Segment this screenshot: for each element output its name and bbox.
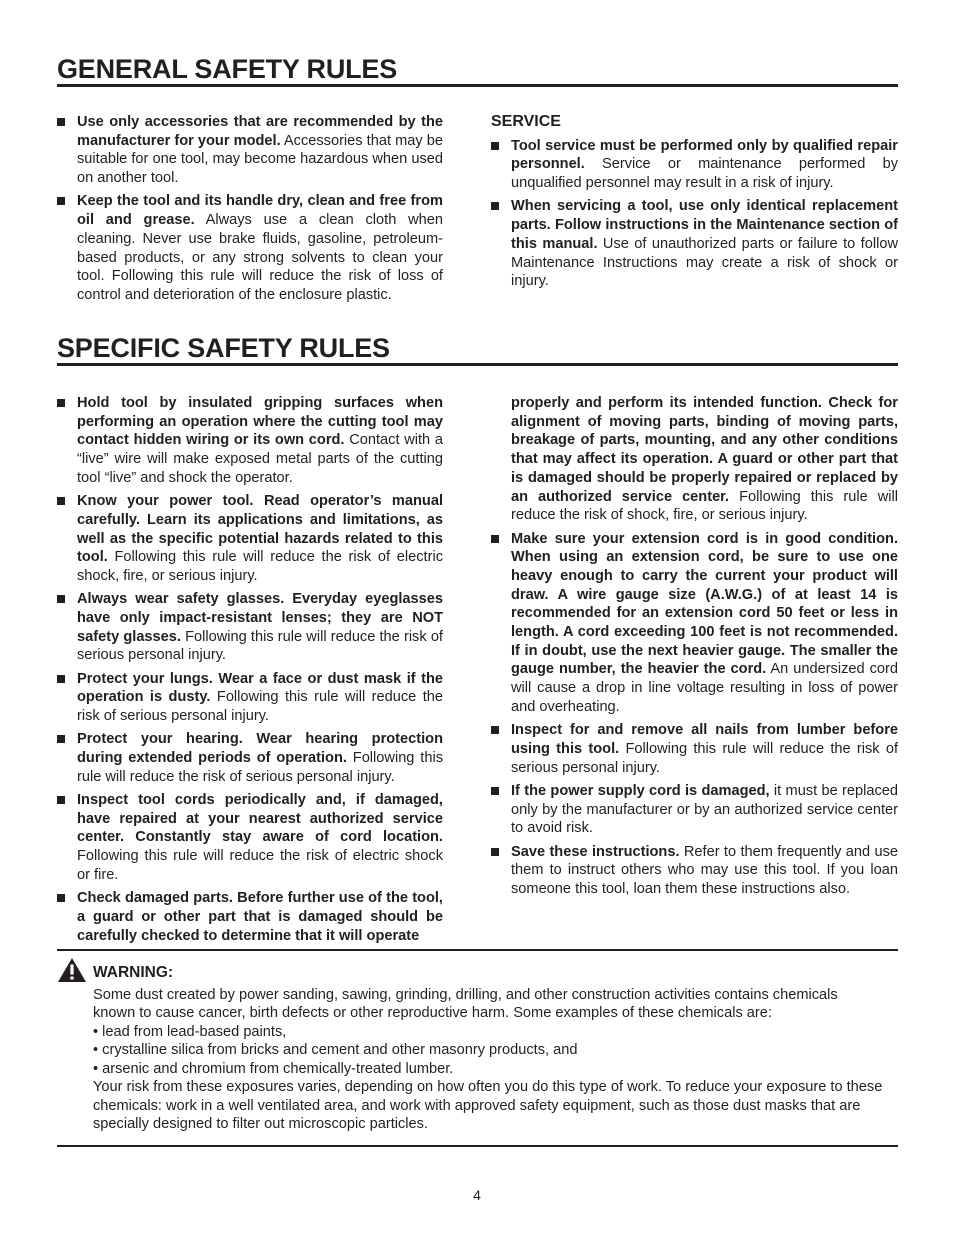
bullet-square-icon	[491, 726, 499, 734]
item-text: Following this rule will reduce the risk of shock, fire, or serious injury.	[511, 488, 898, 524]
warning-bullet: • lead from lead-based paints,	[93, 1023, 287, 1040]
bullet-square-icon	[57, 675, 65, 683]
warning-closing: Your risk from these exposures varies, depending on how often you do this type of work. To reduce your exposure to these chemicals: work in a well ventilated area, and work with approved safety equipment, such as those dust masks that are specially designed to filter out microscopic particles.	[93, 1079, 883, 1132]
general-right-column	[491, 113, 898, 296]
item-bold-text: Save these instructions.	[511, 843, 680, 860]
specific-left-column	[57, 394, 443, 950]
warning-top-rule	[57, 949, 898, 951]
item-text: Refer to them frequently and use them to instruct others who may use this tool. If you loan someone this tool, loan them these instructions also.	[511, 843, 898, 897]
item-bold-text: If the power supply cord is damaged,	[511, 782, 770, 799]
warning-block	[93, 964, 883, 1134]
item-bold-text: Check damaged parts. Before further use of the tool, a guard or other part that is damaged should be carefully checked to determine that it will operate	[77, 890, 443, 944]
list-item	[57, 670, 443, 726]
list-item	[491, 137, 898, 193]
item-bold-text: Protect your hearing. Wear hearing protection during extended periods of operation.	[77, 731, 443, 767]
list-item	[491, 530, 898, 717]
item-bold-text: Inspect for and remove all nails from lumber before using this tool.	[511, 722, 898, 757]
bullet-square-icon	[491, 848, 499, 856]
bullet-square-icon	[57, 894, 65, 902]
section-title-specific: SPECIFIC SAFETY RULES	[57, 333, 390, 363]
warning-triangle-icon	[57, 957, 87, 983]
item-text: Following this rule will reduce the risk of serious personal injury.	[77, 689, 443, 725]
item-text: Following this rule will reduce the risk of serious personal injury.	[77, 628, 443, 664]
section-title-general: GENERAL SAFETY RULES	[57, 54, 398, 84]
bullet-square-icon	[57, 735, 65, 743]
list-item	[491, 197, 898, 291]
section-divider	[57, 363, 898, 366]
item-text: Contact with a “live” wire will make exposed metal parts of the cutting tool “live” and shock the operator.	[77, 432, 443, 486]
list-item	[57, 730, 443, 786]
section-divider	[57, 84, 898, 87]
item-bold-text: Use only accessories that are recommended by the manufacturer for your model.	[77, 114, 443, 149]
bullet-square-icon	[491, 535, 499, 543]
item-text: Use of unauthorized parts or failure to follow Maintenance Instructions may create a risk of shock or injury.	[511, 235, 898, 290]
list-item	[57, 889, 443, 945]
item-bold-text: Inspect tool cords periodically and, if damaged, have repaired at your nearest authorized service center. Constantly stay aware of cord location.	[77, 792, 443, 846]
bullet-square-icon	[57, 118, 65, 126]
list-item	[57, 394, 443, 488]
warning-intro: Some dust created by power sanding, sawing, grinding, drilling, and other construction activities contains chemicals known to cause cancer, birth defects or other reproductive harm. Some examples of these chemicals are:	[93, 986, 838, 1021]
item-bold-text: Hold tool by insulated gripping surfaces when performing an operation where the cutting tool may contact hidden wiring or its own cord.	[77, 395, 443, 449]
item-bold-text: Tool service must be performed only by qualified repair personnel.	[511, 137, 898, 173]
list-item	[57, 492, 443, 586]
bullet-square-icon	[491, 202, 499, 210]
bullet-square-icon	[57, 796, 65, 804]
bullet-square-icon	[57, 497, 65, 505]
list-item	[57, 113, 443, 188]
warning-bullet: • crystalline silica from bricks and cement and other masonry products, and	[93, 1042, 578, 1058]
warning-heading: WARNING:	[93, 964, 174, 981]
bullet-square-icon	[491, 787, 499, 795]
item-text: Following this rule will reduce the risk of electric shock or fire.	[77, 848, 443, 883]
list-item	[57, 791, 443, 885]
item-text: Accessories that may be suitable for one tool, may become hazardous when used on another tool.	[77, 132, 443, 187]
item-text: Following this rule will reduce the risk of serious personal injury.	[77, 750, 443, 785]
item-bold-text: properly and perform its intended function. Check for alignment of moving parts, binding of moving parts, breakage of parts, mounting, and any other conditions that may affect its operation. A guard or other part that is damaged should be properly repaired or replaced by an authorized service center.	[511, 395, 898, 505]
item-text: An undersized cord will cause a drop in line voltage resulting in loss of power and overheating.	[511, 661, 898, 715]
item-text: Always use a clean cloth when cleaning. Never use brake fluids, gasoline, petroleum-based products, or any strong solvents to clean your tool. Following this rule will reduce the risk of loss of control and deterioration of the enclosure plastic.	[77, 212, 444, 303]
general-left-column	[57, 113, 443, 309]
bullet-square-icon	[57, 399, 65, 407]
item-bold-text: Always wear safety glasses. Everyday eyeglasses have only impact-resistant lenses; they are NOT safety glasses.	[77, 591, 443, 645]
list-item	[491, 843, 898, 899]
item-text: Service or maintenance performed by unqualified personnel may result in a risk of injury.	[511, 156, 898, 192]
service-heading: SERVICE	[491, 113, 561, 130]
item-bold-text: When servicing a tool, use only identical replacement parts. Follow instructions in the Maintenance section of this manual.	[511, 198, 898, 252]
list-item	[491, 782, 898, 838]
list-item	[491, 721, 898, 777]
bullet-square-icon	[57, 595, 65, 603]
warning-bullet: • arsenic and chromium from chemically-treated lumber.	[93, 1060, 454, 1077]
warning-bottom-rule	[57, 1145, 898, 1147]
item-text: Following this rule will reduce the risk of electric shock, fire, or serious injury.	[77, 549, 443, 584]
bullet-square-icon	[491, 142, 499, 150]
item-text: it must be replaced only by the manufacturer or by an authorized service center to avoid risk.	[511, 782, 898, 837]
item-bold-text: Know your power tool. Read operator’s manual carefully. Learn its applications and limitations, as well as the specific potential hazards related to this tool.	[77, 493, 443, 566]
item-bold-text: Make sure your extension cord is in good condition. When using an extension cord, be sure to use one heavy enough to carry the current your product will draw. A wire gauge size (A.W.G.) of at least 14 is recommended for an extension cord 50 feet or less in length. A cord exceeding 100 feet is not recommended. If in doubt, use the next heavier gauge. The smaller the gauge number, the heavier the cord.	[511, 530, 898, 678]
list-item	[57, 590, 443, 665]
item-bold-text: Keep the tool and its handle dry, clean and free from oil and grease.	[77, 193, 443, 229]
list-item-continuation	[491, 394, 898, 525]
specific-right-column	[491, 394, 898, 903]
item-bold-text: Protect your lungs. Wear a face or dust mask if the operation is dusty.	[77, 670, 443, 706]
list-item	[57, 192, 443, 304]
bullet-square-icon	[57, 197, 65, 205]
item-text: Following this rule will reduce the risk of serious personal injury.	[511, 740, 898, 776]
page-number: 4	[473, 1187, 481, 1203]
